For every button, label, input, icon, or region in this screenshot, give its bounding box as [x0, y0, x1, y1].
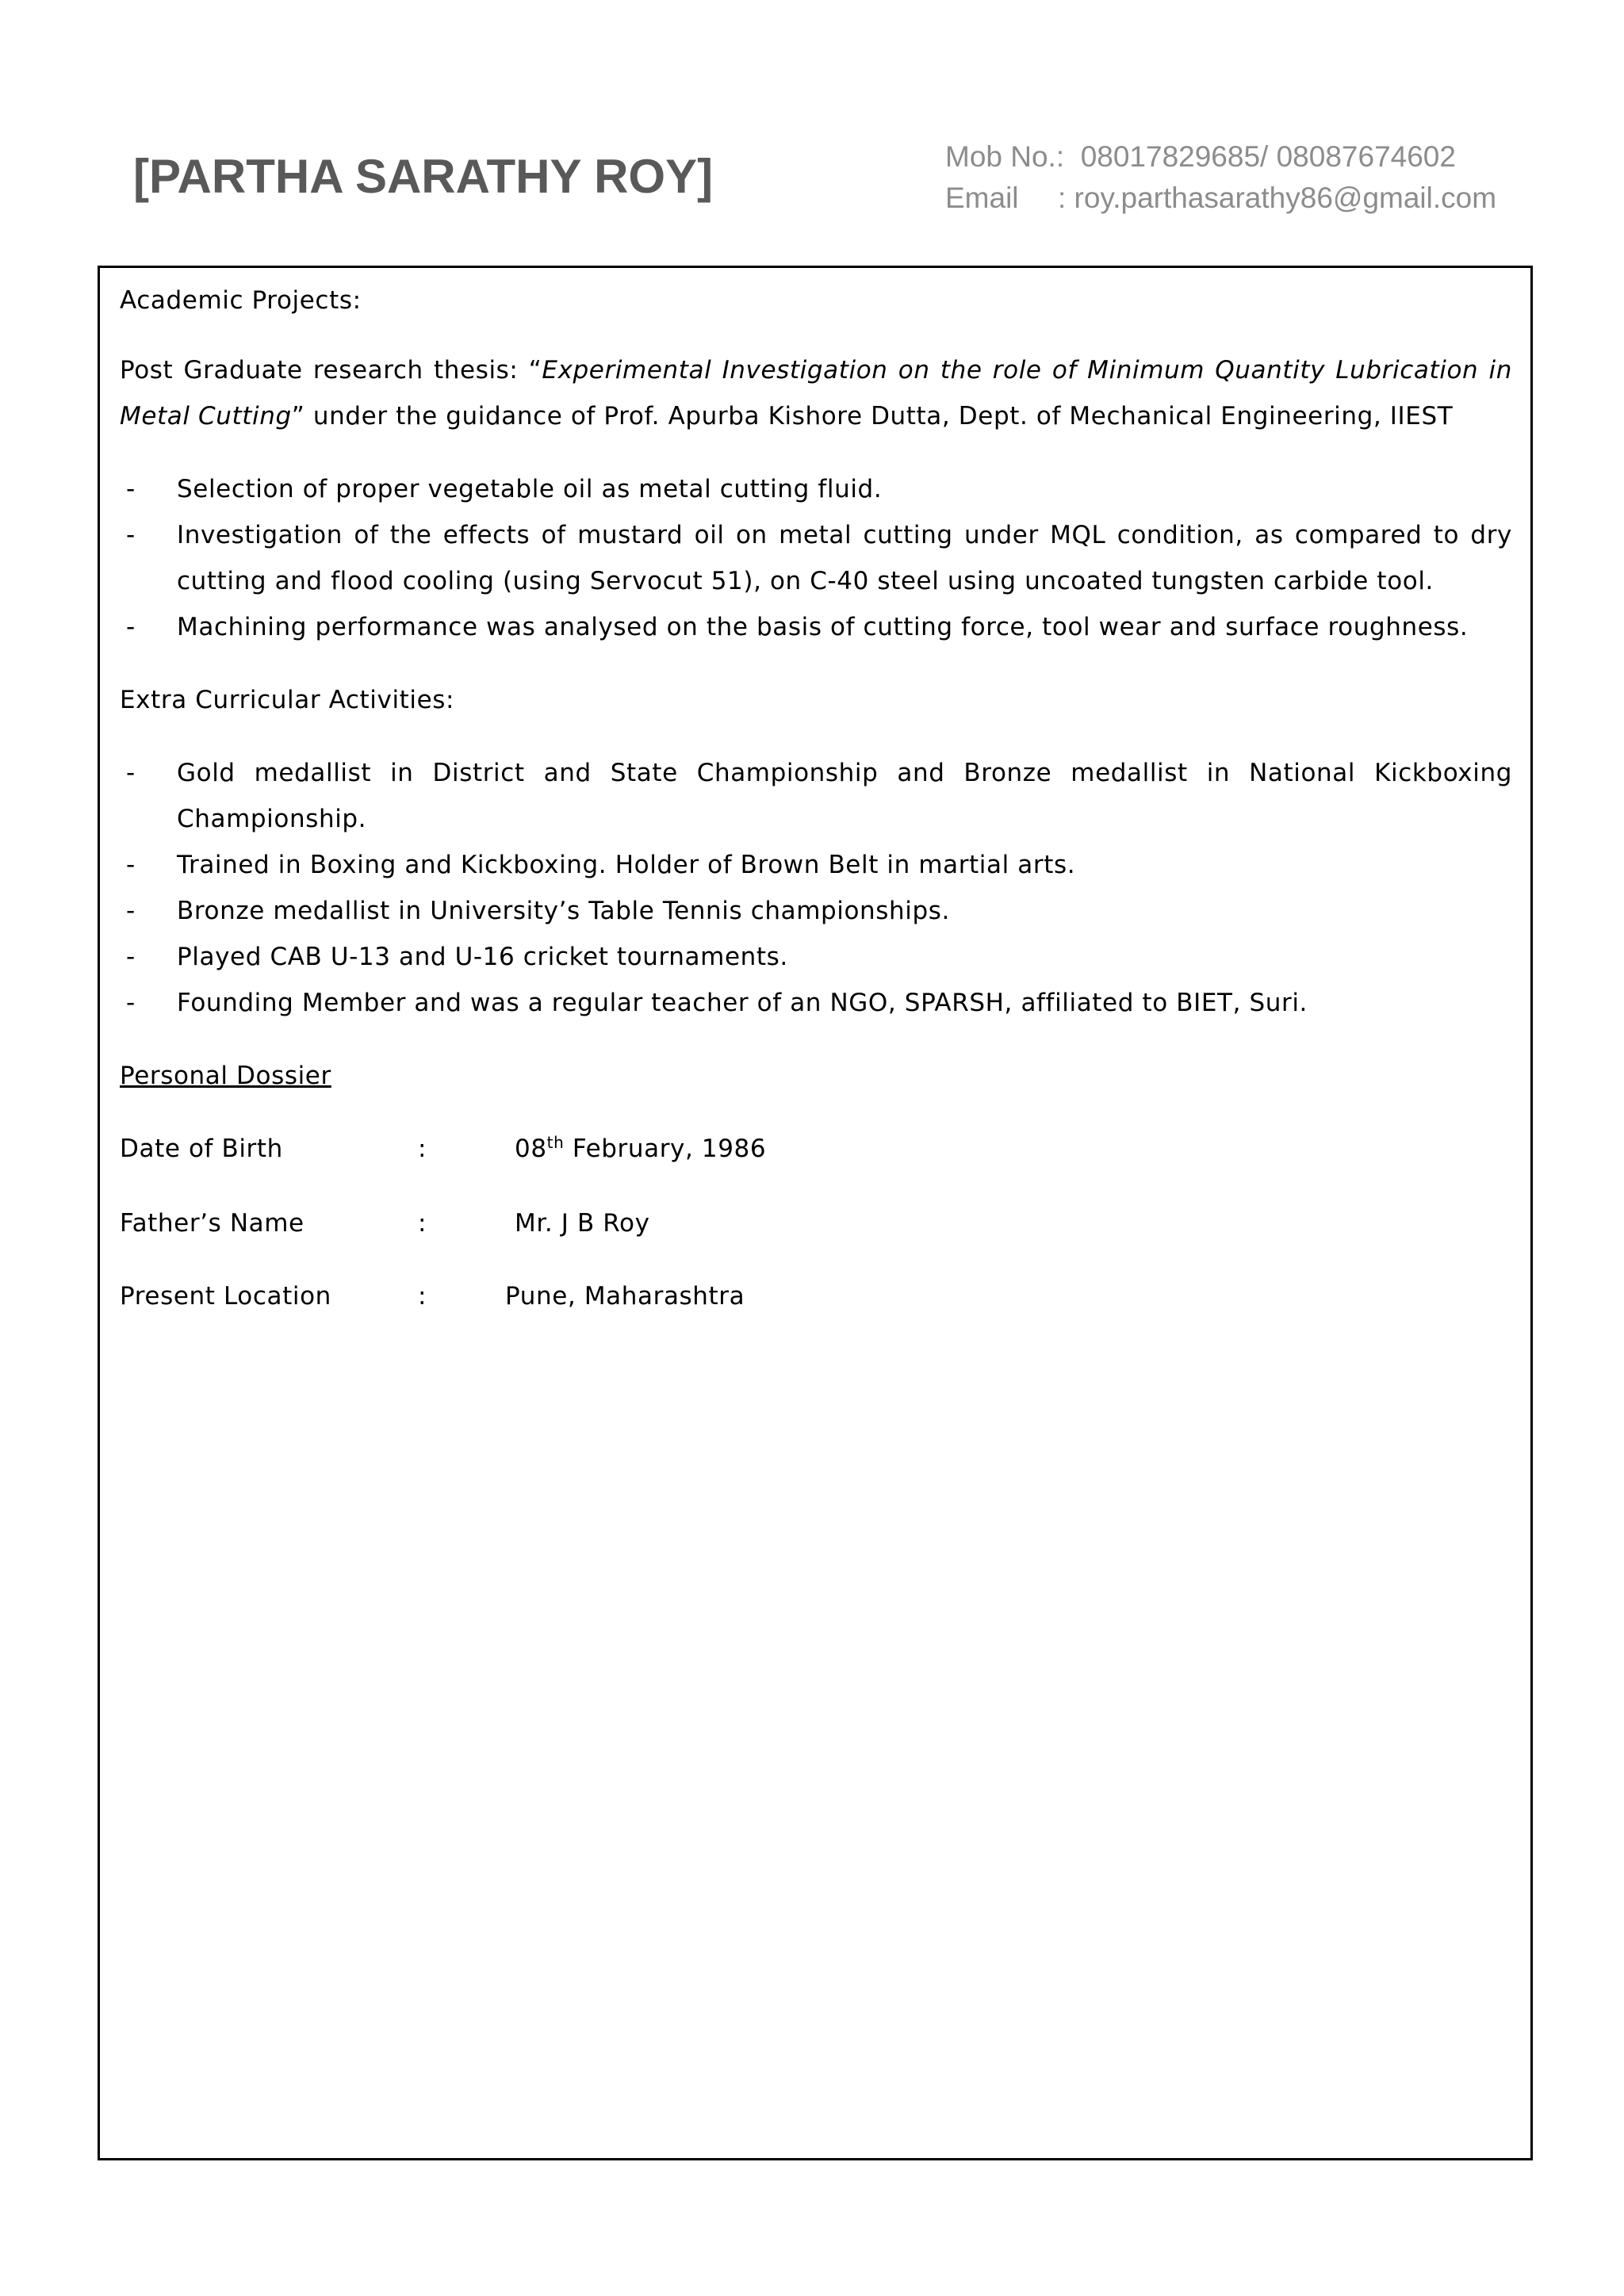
mobile-row	[945, 136, 1496, 178]
dob-value: 08th February, 1986	[515, 1133, 767, 1163]
dash-bullet: -	[126, 475, 136, 503]
dob-label: Date of Birth	[120, 1135, 283, 1163]
dash-bullet: -	[126, 897, 136, 925]
dash-bullet: -	[126, 851, 136, 879]
separator: :	[418, 1135, 427, 1163]
candidate-name: [PARTHA SARATHY ROY]	[133, 150, 714, 203]
mobile-label: Mob No.:	[945, 140, 1065, 173]
dash-bullet: -	[126, 759, 136, 787]
dash-bullet: -	[126, 613, 136, 641]
father-name-row	[120, 1200, 1512, 1246]
mobile-value: 08017829685/ 08087674602	[1080, 140, 1456, 173]
separator: :	[418, 1282, 427, 1311]
thesis-prefix: Post Graduate research thesis: “	[120, 356, 542, 385]
father-name-value: Mr. J B Roy	[515, 1209, 650, 1238]
list-item: - Played CAB U-13 and U-16 cricket tournaments.	[120, 934, 1512, 980]
list-item: - Machining performance was analysed on the basis of cutting force, tool wear and surface roughness.	[120, 604, 1512, 650]
list-item: - Selection of proper vegetable oil as metal cutting fluid.	[120, 466, 1512, 512]
dob-row	[120, 1126, 1512, 1172]
dash-bullet: -	[126, 989, 136, 1017]
thesis-suffix: ” under the guidance of Prof. Apurba Kishore Dutta, Dept. of Mechanical Engineering, IIEST	[291, 402, 1454, 430]
academic-projects-heading: Academic Projects:	[120, 286, 362, 315]
academic-project-list	[120, 466, 1512, 650]
list-item: - Investigation of the effects of mustard oil on metal cutting under MQL condition, as compared to dry cutting and flood cooling (using Servocut 51), on C-40 steel using uncoated tungsten carbide tool.	[120, 512, 1512, 604]
list-item: - Trained in Boxing and Kickboxing. Holder of Brown Belt in martial arts.	[120, 842, 1512, 888]
extracurricular-heading: Extra Curricular Activities:	[120, 686, 455, 714]
extracurricular-list	[120, 750, 1512, 1026]
location-label: Present Location	[120, 1282, 331, 1311]
email-value: : roy.parthasarathy86@gmail.com	[1058, 182, 1497, 214]
father-name-label: Father’s Name	[120, 1209, 304, 1238]
list-item: - Founding Member and was a regular teacher of an NGO, SPARSH, affiliated to BIET, Suri.	[120, 980, 1512, 1026]
location-row	[120, 1273, 1512, 1319]
dash-bullet: -	[126, 943, 136, 971]
contact-block	[945, 136, 1496, 219]
separator: :	[418, 1209, 427, 1238]
list-item: - Bronze medallist in University’s Table Tennis championships.	[120, 888, 1512, 934]
list-item: - Gold medallist in District and State Championship and Bronze medallist in National Kickboxing Championship.	[120, 750, 1512, 842]
thesis-paragraph	[120, 347, 1512, 439]
resume-content	[120, 277, 1512, 1319]
dash-bullet: -	[126, 521, 136, 549]
location-value: Pune, Maharashtra	[505, 1282, 745, 1311]
personal-dossier-heading: Personal Dossier	[120, 1062, 331, 1090]
email-row	[945, 178, 1496, 219]
thesis-title: Experimental Investigation on the role of Minimum Quantity Lubrication in Metal Cutting	[120, 356, 1512, 430]
email-label: Email	[945, 182, 1019, 214]
